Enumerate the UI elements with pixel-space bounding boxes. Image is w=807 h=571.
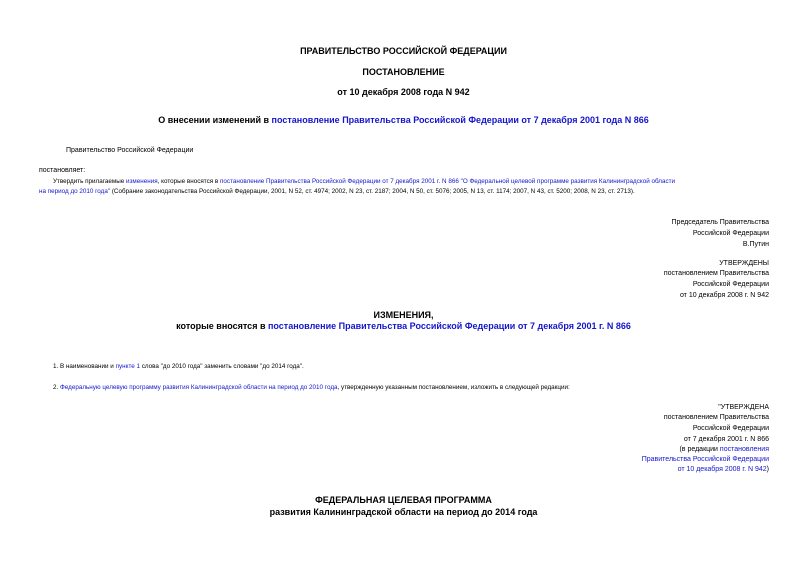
item1-link[interactable]: пункте 1 xyxy=(115,363,141,370)
signature-name: В.Путин xyxy=(742,241,769,248)
p1-text-a: Утвердить прилагаемые xyxy=(53,178,126,185)
p1-text-b: , которые вносятся в xyxy=(157,178,221,185)
program-title: ФЕДЕРАЛЬНАЯ ЦЕЛЕВАЯ ПРОГРАММА xyxy=(315,495,492,505)
changes-subtitle xyxy=(0,321,807,331)
approved-line-3: Российской Федерации xyxy=(692,281,769,288)
paragraph-1-line-1 xyxy=(53,178,675,185)
item2-text-b: , утвержденную указанным постановлением, изложить в следующей редакции: xyxy=(337,384,570,391)
approved2-line-2: постановлением Правительства xyxy=(663,414,769,421)
government-heading: ПРАВИТЕЛЬСТВО РОССИЙСКОЙ ФЕДЕРАЦИИ xyxy=(300,46,507,56)
document-date: от 10 декабря 2008 года N 942 xyxy=(337,87,470,97)
title-prefix: О внесении изменений в xyxy=(158,115,272,125)
approved2-line5-text: (в редакции xyxy=(679,446,720,453)
item2-link[interactable]: Федеральную целевую программу развития Калининградской области на период до 2010 года xyxy=(60,384,338,391)
approved2-heading: "УТВЕРЖДЕНА xyxy=(718,404,769,411)
changes-link[interactable]: изменения xyxy=(126,178,158,185)
resolution-link[interactable]: постановление Правительства Российской Федерации от 7 декабря 2001 г. N 866 xyxy=(220,178,459,185)
approved2-line-7 xyxy=(469,466,769,473)
item1-text-a: 1. В наименовании и xyxy=(53,363,116,370)
item2-text-a: 2. xyxy=(53,384,61,391)
changes-title: ИЗМЕНЕНИЯ, xyxy=(373,310,434,320)
approved2-link-1[interactable]: постановления xyxy=(719,446,769,453)
document-type: ПОСТАНОВЛЕНИЕ xyxy=(362,67,445,77)
approved2-line7-close: ) xyxy=(766,466,769,473)
approved-line-4: от 10 декабря 2008 г. N 942 xyxy=(679,292,769,299)
decrees-word: постановляет: xyxy=(39,167,86,174)
title-link[interactable]: постановление Правительства Российской Федерации от 7 декабря 2001 года N 866 xyxy=(271,115,649,125)
signature-title-2: Российской Федерации xyxy=(692,230,769,237)
change-item-2 xyxy=(53,384,570,391)
approved2-line-6 xyxy=(469,456,769,463)
changes-subtitle-link[interactable]: постановление Правительства Российской Федерации от 7 декабря 2001 г. N 866 xyxy=(267,321,631,331)
approved2-line-4: от 7 декабря 2001 г. N 866 xyxy=(683,436,769,443)
approved2-line-5 xyxy=(469,446,769,453)
changes-subtitle-prefix: которые вносятся в xyxy=(176,321,268,331)
signature-title-1: Председатель Правительства xyxy=(671,219,769,226)
approved-line-2: постановлением Правительства xyxy=(663,270,769,277)
approved2-link-2[interactable]: Правительства Российской Федерации xyxy=(641,456,769,463)
document-title xyxy=(0,115,807,125)
program-subtitle: развития Калининградской области на период до 2014 года xyxy=(269,507,538,517)
p1-text-d: (Собрание законодательства Российской Федерации, 2001, N 52, ст. 4974; 2002, N 23, ст. 2187; 2004, N 50, ст. 5076; 2005, N 13, ст. 1174; 2007, N 43, ст. 5200; 2008, N 23, ст. 2713). xyxy=(110,188,635,195)
government-line: Правительство Российской Федерации xyxy=(66,147,194,154)
approved-heading: УТВЕРЖДЕНЫ xyxy=(719,260,769,267)
item1-text-b: слова "до 2010 года" заменить словами "до 2014 года". xyxy=(140,363,304,370)
approved2-line-3: Российской Федерации xyxy=(692,425,769,432)
change-item-1 xyxy=(53,363,304,370)
program-link-part1[interactable]: "О Федеральной целевой программе развития Калининградской области xyxy=(460,178,676,185)
program-link-part2[interactable]: на период до 2010 года" xyxy=(39,188,111,195)
paragraph-1-line-2 xyxy=(39,188,635,195)
approved2-link-3[interactable]: от 10 декабря 2008 г. N 942 xyxy=(677,466,767,473)
